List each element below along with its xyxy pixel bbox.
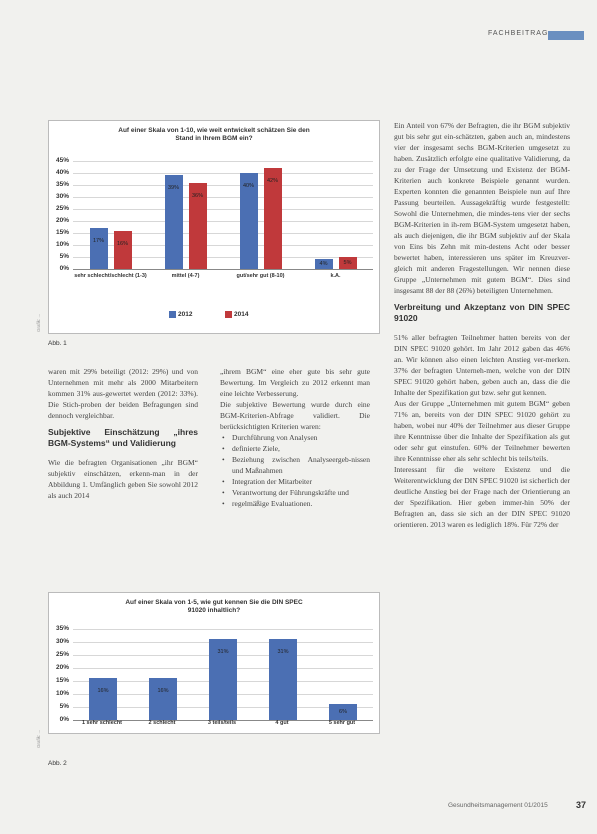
paragraph: „ihrem BGM“ eine eher gute bis sehr gute Bewertung. Im Vergleich zu 2012 erkennt man eine leichte Verbesserung. bbox=[220, 367, 370, 398]
gridline bbox=[73, 185, 373, 186]
legend-2012 bbox=[169, 311, 192, 318]
paragraph: 51% aller befragten Teilnehmer hatten bereits von der DIN SPEC 91020 gehört. Im Jahr 2012 gaben das 46% an. Wir können also einen leichten Anstieg ver-merken. 37% der befragten Unterneh-men, welche von der DIN SPEC 91020 gehört haben, geben auch an, dass die die Inhalte der Spezifikation gut bzw. sehr gut kennen. bbox=[394, 333, 570, 397]
figure-1-title: Auf einer Skala von 1-10, wie weit entwickelt schätzen Sie den Stand in Ihrem BGM ein? bbox=[118, 127, 310, 142]
journal-footer: Gesundheitsmanagement 01/2015 bbox=[448, 802, 548, 809]
figure-1-plot-area bbox=[73, 161, 373, 269]
y-tick-label: 0% bbox=[59, 265, 69, 272]
paragraph: Interessant für die weitere Existenz und die Weiterentwicklung der DIN SPEC 91020 ist sicherlich der deutliche Anstieg bei der Frage nach der Orientierung an der Spezifikation. Hier geben immer-hin 50% der Befragten an, dass sie sich an der DIN SPEC 91020 orientieren. 2013 waren es lediglich 18%. Für 72% der bbox=[394, 465, 570, 529]
figure-2-chart bbox=[48, 592, 380, 734]
y-tick-label: 5% bbox=[59, 703, 69, 710]
bar-value-label: 40% bbox=[242, 183, 254, 189]
list-item: • Integration der Mitarbeiter bbox=[228, 476, 370, 487]
y-tick-label: 25% bbox=[55, 651, 69, 658]
y-tick-label: 15% bbox=[55, 229, 69, 236]
bar-value-label: 31% bbox=[217, 649, 229, 656]
bar-value-label: 4% bbox=[319, 261, 328, 268]
legend-2014 bbox=[225, 311, 248, 318]
y-tick-label: 0% bbox=[59, 716, 69, 723]
list-item: • definierte Ziele, bbox=[228, 443, 370, 454]
bar-value bbox=[89, 678, 117, 720]
subheading: Verbreitung und Akzeptanz von DIN SPEC 91020 bbox=[394, 302, 570, 323]
text-column-2 bbox=[220, 366, 370, 509]
gridline bbox=[73, 209, 373, 210]
figure-1-chart bbox=[48, 120, 380, 334]
list-item: • regelmäßige Evaluationen. bbox=[228, 498, 370, 509]
paragraph: Aus der Gruppe „Unternehmen mit gutem BGM“ geben 71% an, bereits von der DIN SPEC 91020 gehört zu haben, wobei nur 40% der Teilnehmer aus dieser Gruppe ihre Kenntnisse über die Inhalte der Spezifikation als gut oder sehr gut einstufen. 60% der Teilnehmer bewerten ihre Kenntnisse eher als sehr schlecht bis teils/teils. bbox=[394, 399, 570, 463]
gridline bbox=[73, 221, 373, 222]
bar-value-label: 17% bbox=[92, 238, 104, 245]
gridline bbox=[73, 197, 373, 198]
y-tick-label: 30% bbox=[55, 638, 69, 645]
criteria-list bbox=[220, 432, 370, 509]
bar-value-label: 36% bbox=[191, 192, 203, 199]
legend-label: 2014 bbox=[234, 311, 249, 319]
section-header: FACHBEITRAG bbox=[488, 30, 549, 37]
bar-value-label: 16% bbox=[116, 240, 128, 247]
figure-2-side-note: Grafik: ... bbox=[36, 729, 41, 748]
y-tick-label: 35% bbox=[55, 625, 69, 632]
list-item: • Beziehung zwischen Analyseergeb-nissen und Maßnahmen bbox=[228, 454, 370, 476]
figure-2-caption: Abb. 2 bbox=[48, 760, 67, 767]
paragraph: Die subjektive Bewertung wurde durch eine BGM-Kriterien-Abfrage validiert. Die berücksichtigten Kriterien waren: bbox=[220, 400, 370, 431]
y-tick-label: 40% bbox=[55, 169, 69, 176]
list-item: • Verantwortung der Führungskräfte und bbox=[228, 487, 370, 498]
x-category-label: mittel (4-7) bbox=[171, 273, 200, 279]
x-axis-line bbox=[73, 269, 373, 270]
y-tick-label: 35% bbox=[55, 181, 69, 188]
y-tick-label: 10% bbox=[55, 241, 69, 248]
x-category-label: k.A. bbox=[330, 273, 341, 279]
bar-value-label: 39% bbox=[167, 185, 179, 192]
bar-2014 bbox=[114, 231, 132, 269]
paragraph: Ein Anteil von 67% der Befragten, die ihr BGM subjektiv gut bis sehr gut ein-schätzten, gaben auch an, mindestens vier der insgesamt sechs BGM-Kriterien umgesetzt zu haben. Zusätzlich erfolgte eine qualitative Validierung, da zu der Frage der Umsetzung und Existenz der BGM-Kriterien auch konkrete Beispiele genannt wurden. Experten konnten die genannten Beispiele nun auf Ihre Passung beurteilen. Aussagekräftig wurde festgestellt: Sowohl die Unternehmen, die mindes-tens vier der sechs BGM-Kriterien in ih-rem BGM-System umgesetzt haben, als auch diejenigen, die ihr BGM subjektiv auf der Skala von Eins bis Zehn mit min-destens Acht oder besser bewertet haben, interessieren uns später im Kreuzver-gleich mit anderen Fragestellungen. Wir nennen diese Gruppe „Unternehmen mit gutem BGM“. Dies sind insgesamt 88 der 88 (26%) beteiligten Unternehmen. bbox=[394, 121, 570, 295]
gridline bbox=[73, 173, 373, 174]
text-column-1 bbox=[48, 366, 198, 501]
y-tick-label: 20% bbox=[55, 664, 69, 671]
bar-value-label: 31% bbox=[277, 649, 289, 656]
legend-swatch-2012 bbox=[169, 311, 176, 318]
figure-2-title: Auf einer Skala von 1-5, wie gut kennen Sie die DIN SPEC 91020 inhaltlich? bbox=[125, 599, 303, 614]
y-tick-label: 10% bbox=[55, 690, 69, 697]
gridline bbox=[73, 629, 373, 630]
x-category-label: 2 schlecht bbox=[148, 720, 176, 726]
bar-value-label: 5% bbox=[343, 260, 352, 266]
bar-value-label: 42% bbox=[266, 178, 278, 185]
y-tick-label: 20% bbox=[55, 217, 69, 224]
bar-value-label: 16% bbox=[157, 688, 169, 695]
bar-value-label: 6% bbox=[339, 709, 347, 716]
legend-label: 2012 bbox=[178, 311, 193, 319]
bar-2012 bbox=[90, 228, 108, 269]
x-category-label: gut/sehr gut (8-10) bbox=[236, 273, 285, 279]
y-tick-label: 30% bbox=[55, 193, 69, 200]
subheading: Subjektive Einschätzung „ihres BGM-Systems“ und Validierung bbox=[48, 427, 198, 448]
paragraph: Wie die befragten Organisationen „ihr BGM“ subjektiv einschätzen, erkenn-man in der Abbildung 1. Umfänglich geben Sie sowohl 2012 als auch 2014 bbox=[48, 458, 198, 500]
gridline bbox=[73, 161, 373, 162]
x-category-label: 3 teils/teils bbox=[207, 720, 237, 726]
x-category-label: sehr schlecht/schlecht (1-3) bbox=[74, 273, 147, 279]
bar-value-label: 16% bbox=[97, 688, 109, 695]
y-tick-label: 15% bbox=[55, 677, 69, 684]
x-category-label: 4 gut bbox=[275, 720, 289, 726]
figure-1-caption: Abb. 1 bbox=[48, 340, 67, 347]
list-item: • Durchführung von Analysen bbox=[228, 432, 370, 443]
x-category-label: 5 sehr gut bbox=[328, 720, 356, 726]
text-column-3 bbox=[394, 120, 570, 530]
bar-value bbox=[149, 678, 177, 720]
section-tab-marker bbox=[548, 31, 584, 40]
paragraph: waren mit 29% beteiligt (2012: 29%) und von Unternehmen mit mehr als 2000 Mitarbeitern kommen 31% aus-gewertet werden (2012: 33%). Die Stich-proben der beiden Befragungen sind dennoch vergleichbar. bbox=[48, 367, 198, 420]
figure-1-side-note: Grafik: ... bbox=[36, 313, 41, 332]
x-category-label: 1 sehr schlecht bbox=[81, 720, 123, 726]
y-tick-label: 25% bbox=[55, 205, 69, 212]
figure-2-plot-area bbox=[73, 629, 373, 720]
legend-swatch-2014 bbox=[225, 311, 232, 318]
y-tick-label: 45% bbox=[55, 157, 69, 164]
page-number: 37 bbox=[576, 800, 587, 810]
y-tick-label: 5% bbox=[59, 253, 69, 260]
